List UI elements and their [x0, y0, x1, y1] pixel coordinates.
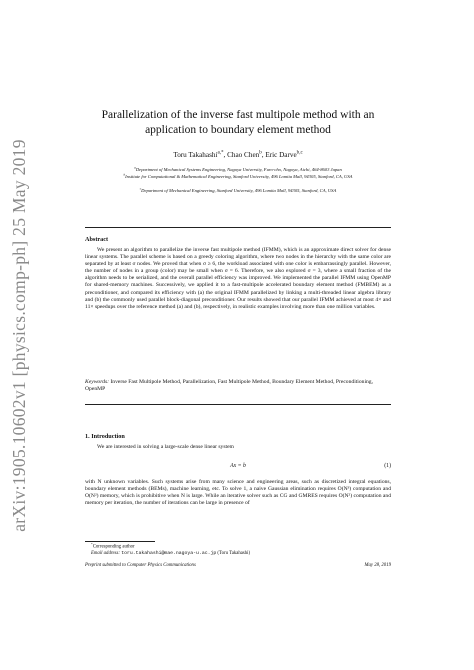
preprint-date: May 28, 2019: [364, 563, 391, 568]
title-line-1: Parallelization of the inverse fast multipole method with an: [101, 109, 375, 121]
author: Eric Darve$^{b,c}$: [265, 150, 303, 159]
affiliation-a: $^a$Department of Mechanical Systems Engineering, Nagoya University, Furo-cho, Nagoya, Aichi, 464-8603 Japan: [134, 165, 342, 172]
email-note: Email address: toru.takahashi@mae.nagoya-u.ac.jp (Toru Takahashi): [91, 550, 251, 556]
intro-paragraph-1: We are interested in solving a large-scale dense linear system: [97, 444, 234, 450]
arxiv-identifier: arXiv:1905.10602v1 [physics.comp-ph] 25 May 2019: [8, 138, 29, 532]
footnote: [85, 544, 391, 557]
preprint-journal: Preprint submitted to Computer Physics Communications: [85, 563, 196, 568]
arxiv-sidebar-stamp: [4, 100, 34, 570]
title-line-2: application to boundary element method: [145, 124, 331, 136]
abstract-text: We present an algorithm to parallelize the inverse fast multipole method (IFMM), which is an approximate direct solver for dense linear systems. The parallel scheme is based on a greedy coloring algorithm, where two nodes in the hierarchy with the same color are separated by at least σ nodes. We proved that when σ ≥ 6, the workload associated with one color is embarrassingly parallel. However, the number of nodes in a group (color) may be small when σ = 6. Therefore, we also explored σ = 3, where a small fraction of the algorithm needs to be serialized, and the overall parallel efficiency was improved. We implemented the parallel IFMM using OpenMP for shared-memory machines. Successively, we applied it to a fast-multipole accelerated boundary element method (FMBEM) as a preconditioner, and compared its efficiency with (a) the original IFMM parallelized by linking a multi-threaded linear algebra library and (b) the commonly used parallel block-diagonal preconditioner. Our results showed that our parallel IFMM achieved at most 4× and 11× speedups over the reference method (a) and (b), respectively, in realistic examples involving more than one million variables.: [85, 247, 391, 310]
equation-1: [85, 463, 391, 471]
intro-paragraph-2: with N unknown variables. Such systems arise from many science and engineering areas, such as discretized integral equations, boundary element methods (BEMs), machine learning, etc. To solve 1, a naive Gaussian elimination requires O(N³) computation and O(N²) memory, which is prohibitive when N is large. While an iterative solver such as CG and GMRES requires O(N²) computation and memory per iteration, the number of iterations can be large in presence of: [85, 479, 391, 507]
affiliation-b: $^b$Institute for Computational & Mathematical Engineering, Stanford University, 496 Lomita Mall, 94305, Stanford, CA, USA: [123, 172, 353, 179]
equation-body: Ax = b: [230, 463, 246, 469]
author-list: [85, 151, 391, 159]
keywords-label: Keywords:: [85, 379, 110, 385]
affiliation-c: $^c$Department of Mechanical Engineering, Stanford University, 496 Lomita Mall, 94305, Stanford, CA, USA: [139, 186, 337, 193]
abstract-top-rule: [85, 227, 391, 228]
author: Toru Takahashi$^{a,*}$,: [173, 150, 228, 159]
corresponding-author-note: *Corresponding author: [91, 542, 135, 550]
author: Chao Chen$^b$,: [227, 150, 266, 159]
keywords: [85, 379, 391, 393]
abstract-bottom-rule: [85, 404, 391, 405]
keywords-text: Inverse Fast Multipole Method, Parallelization, Fast Multipole Method, Boundary Element Method, Preconditioning, OpenMP: [85, 379, 373, 393]
preprint-footer: [85, 563, 391, 568]
equation-number: (1): [384, 463, 391, 469]
email-address: toru.takahashi@mae.nagoya-u.ac.jp: [121, 550, 217, 556]
section-heading: 1. Introduction: [85, 433, 125, 440]
paper-title: [85, 108, 391, 138]
abstract-heading: Abstract: [85, 236, 109, 243]
footnote-rule: [85, 541, 155, 542]
